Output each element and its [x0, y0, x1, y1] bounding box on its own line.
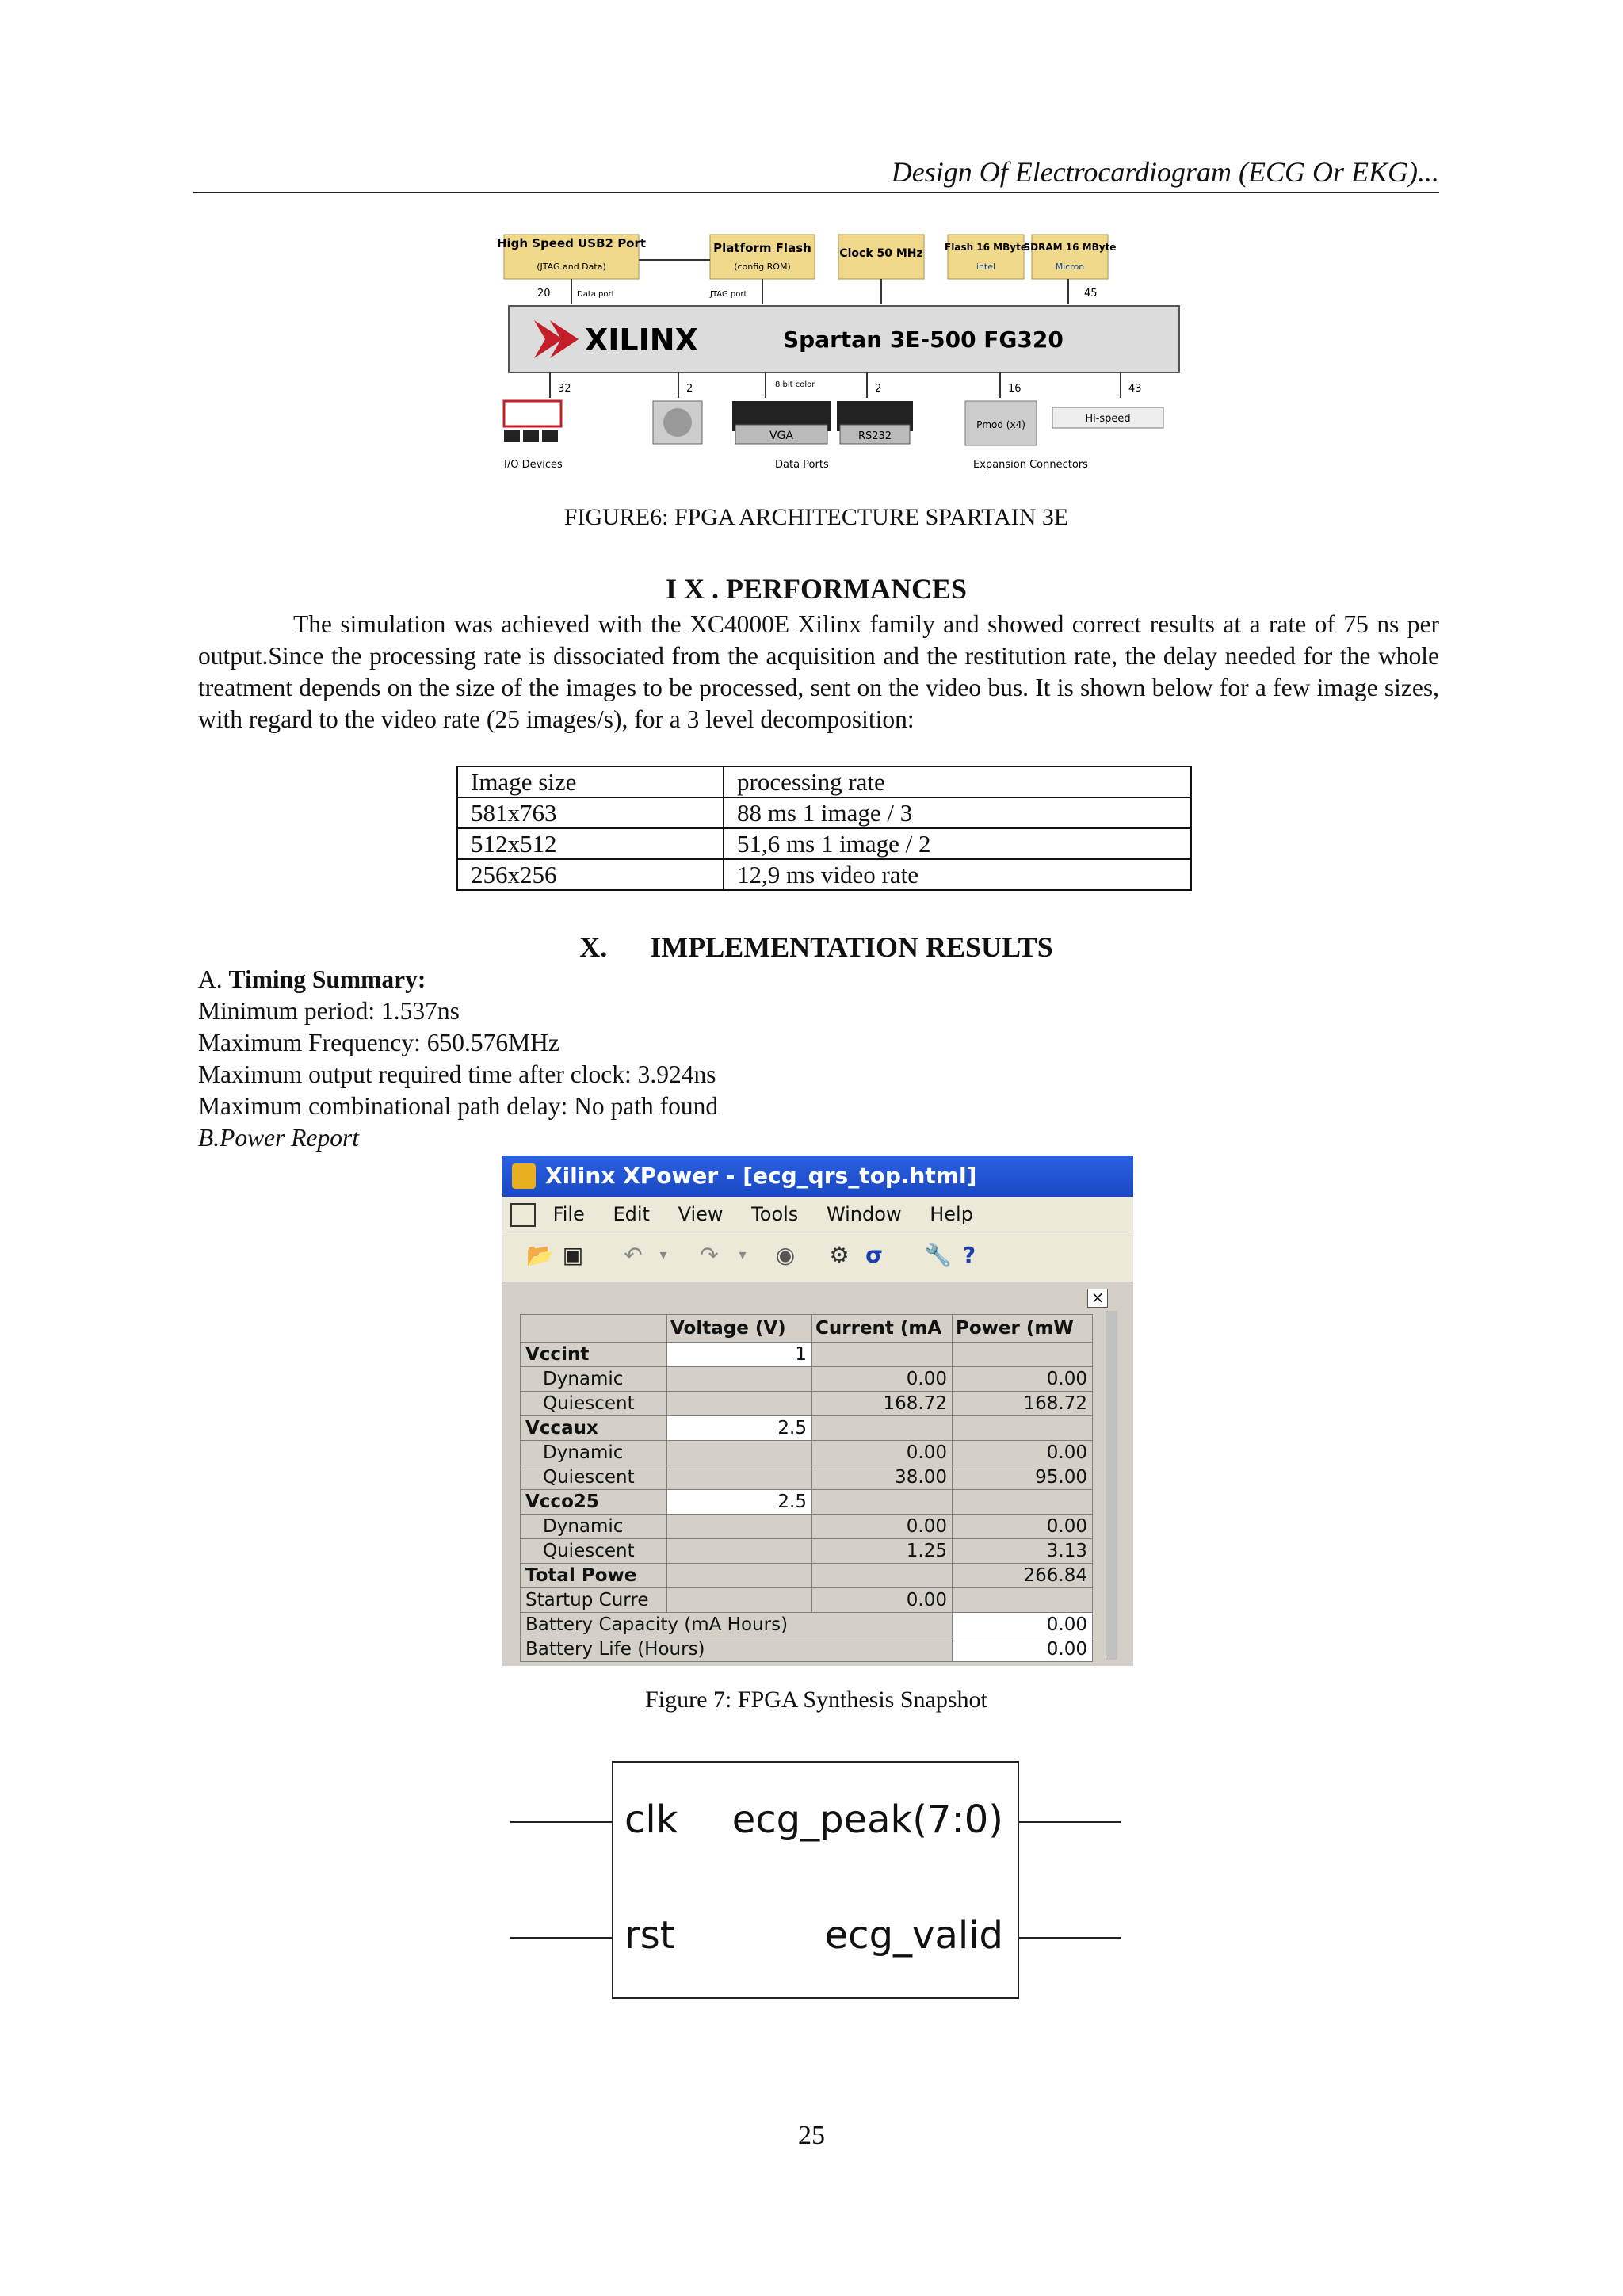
grid-cell[interactable]: 0.00: [812, 1515, 953, 1539]
table-cell: 88 ms 1 image / 3: [724, 797, 1191, 828]
pin-43: 43: [1128, 383, 1142, 395]
ecg-valid-pin-line: [1019, 1937, 1121, 1939]
corner-cell: [521, 1315, 667, 1343]
section-performances-heading: I X . PERFORMANCES: [665, 573, 967, 605]
open-folder-icon[interactable]: 📂: [526, 1242, 554, 1268]
flash-label: Flash 16 MByte: [945, 242, 1027, 253]
xpower-titlebar: [502, 1156, 1133, 1197]
fpga-name: Spartan 3E-500 FG320: [783, 327, 1064, 353]
doc-icon: [510, 1203, 536, 1227]
processing-rate-table: [456, 766, 1192, 891]
chevron-down-icon[interactable]: ▾: [739, 1247, 747, 1263]
ecg-peak-pin-line: [1019, 1821, 1121, 1823]
grid-cell[interactable]: Vccaux: [521, 1416, 667, 1441]
sdram-label: SDRAM 16 MByte: [1023, 242, 1117, 253]
figure7-caption: Figure 7: FPGA Synthesis Snapshot: [645, 1687, 987, 1713]
grid-cell[interactable]: 168.72: [953, 1392, 1093, 1416]
grid-cell[interactable]: 0.00: [953, 1637, 1093, 1662]
performances-paragraph: The simulation was achieved with the XC4000E Xilinx family and showed correct results at a rate of 75 ns per output.Since the processing rate is dissociated from the acquisition and the restitution rate, the delay needed for the whole treatment depends on the size of the images to be processed, sent on the video bus. It is shown below for a few image sizes, with regard to the video rate (25 images/s), for a 3 level decomposition:: [198, 610, 1439, 733]
menu-edit[interactable]: Edit: [613, 1203, 650, 1225]
vertical-scrollbar[interactable]: [1106, 1311, 1117, 1660]
figure-fpga-architecture: [498, 228, 1192, 476]
grid-cell[interactable]: Quiescent: [521, 1392, 667, 1416]
grid-header-row: [521, 1315, 1093, 1343]
menu-window[interactable]: Window: [826, 1203, 902, 1225]
table-row: [457, 828, 1191, 859]
save-icon[interactable]: ▣: [562, 1242, 584, 1268]
grid-cell[interactable]: [667, 1441, 812, 1465]
output-ecg-peak-label: ecg_peak(7:0): [731, 1797, 1003, 1842]
column-header: Current (mA: [812, 1315, 953, 1343]
grid-row: [521, 1392, 1093, 1416]
grid-cell[interactable]: 0.00: [953, 1441, 1093, 1465]
grid-cell[interactable]: [812, 1490, 953, 1515]
color-label: 8 bit color: [775, 380, 815, 389]
grid-row: [521, 1588, 1093, 1613]
grid-row: [521, 1441, 1093, 1465]
pmod-label: Pmod (x4): [976, 419, 1025, 430]
help-icon[interactable]: ?: [962, 1242, 976, 1268]
power-report-heading: B.Power Report: [198, 1124, 359, 1152]
clk-pin-line: [510, 1821, 612, 1823]
grid-cell[interactable]: 2.5: [667, 1490, 812, 1515]
grid-cell[interactable]: [812, 1343, 953, 1367]
figure6-caption: FIGURE6: FPGA ARCHITECTURE SPARTAIN 3E: [563, 504, 1069, 530]
table-row: [457, 859, 1191, 890]
grid-cell[interactable]: 95.00: [953, 1465, 1093, 1490]
grid-cell[interactable]: 1: [667, 1343, 812, 1367]
table-row: [457, 797, 1191, 828]
fpga-architecture-diagram: [498, 228, 1192, 476]
vga-label: VGA: [769, 430, 794, 442]
grid-cell[interactable]: 1.25: [812, 1539, 953, 1564]
grid-row: [521, 1539, 1093, 1564]
table-header-cell: processing rate: [724, 766, 1191, 797]
pin-45: 45: [1084, 288, 1098, 300]
pin-20: 20: [537, 288, 551, 300]
grid-cell[interactable]: [953, 1416, 1093, 1441]
menu-file[interactable]: File: [552, 1203, 585, 1225]
pin-2b: 2: [875, 383, 882, 395]
grid-cell[interactable]: Startup Curre: [521, 1588, 667, 1613]
grid-row: [521, 1515, 1093, 1539]
grid-cell[interactable]: [953, 1490, 1093, 1515]
grid-cell[interactable]: [667, 1465, 812, 1490]
chevron-down-icon[interactable]: ▾: [659, 1247, 667, 1263]
sigma-icon[interactable]: σ: [865, 1242, 883, 1268]
grid-cell[interactable]: [667, 1539, 812, 1564]
grid-cell[interactable]: 0.00: [812, 1441, 953, 1465]
menu-help[interactable]: Help: [930, 1203, 973, 1225]
grid-cell: Battery Capacity (mA Hours): [521, 1613, 953, 1637]
grid-row: [521, 1465, 1093, 1490]
input-rst-label: rst: [624, 1913, 675, 1958]
running-title: Design Of Electrocardiogram (ECG Or EKG)...: [891, 156, 1439, 188]
grid-cell[interactable]: Dynamic: [521, 1367, 667, 1392]
grid-cell: Battery Life (Hours): [521, 1637, 953, 1662]
expansion-label: Expansion Connectors: [973, 459, 1088, 471]
ecg-block-symbol: [612, 1761, 1019, 1999]
usb-sub: (JTAG and Data): [537, 262, 606, 272]
platform-flash-label: Platform Flash: [713, 241, 812, 255]
micron-logo: Micron: [1055, 262, 1085, 272]
redo-icon[interactable]: ↷: [700, 1242, 719, 1268]
timing-line: Maximum combinational path delay: No path found: [198, 1092, 719, 1120]
grid-cell[interactable]: Dynamic: [521, 1441, 667, 1465]
xpower-title: Xilinx XPower - [ecg_qrs_top.html]: [545, 1163, 977, 1189]
grid-row: [521, 1343, 1093, 1367]
grid-cell[interactable]: [667, 1392, 812, 1416]
menu-view[interactable]: View: [678, 1203, 724, 1225]
io-devices-label: I/O Devices: [504, 459, 563, 471]
toolbar: [502, 1232, 1133, 1282]
grid-cell[interactable]: 0.00: [953, 1367, 1093, 1392]
jtag-port-label: JTAG port: [710, 290, 747, 299]
grid-cell[interactable]: Vccint: [521, 1343, 667, 1367]
grid-cell[interactable]: 2.5: [667, 1416, 812, 1441]
intel-logo: intel: [976, 262, 996, 272]
menu-bar: [502, 1197, 1133, 1232]
grid-cell[interactable]: 38.00: [812, 1465, 953, 1490]
timing-line: Maximum output required time after clock: 3.924ns: [198, 1060, 716, 1088]
grid-cell[interactable]: Quiescent: [521, 1465, 667, 1490]
undo-icon[interactable]: ↶: [624, 1242, 643, 1268]
grid-cell[interactable]: [667, 1515, 812, 1539]
xpower-window: [502, 1156, 1133, 1666]
grid-cell[interactable]: 168.72: [812, 1392, 953, 1416]
data-port-label: Data port: [577, 290, 615, 299]
grid-cell[interactable]: [812, 1416, 953, 1441]
grid-cell[interactable]: [953, 1588, 1093, 1613]
grid-cell[interactable]: [667, 1564, 812, 1588]
grid-row: [521, 1490, 1093, 1515]
table-cell: 256x256: [457, 859, 724, 890]
xilinx-logo: XILINX: [585, 323, 698, 357]
xpower-app-icon: [512, 1163, 536, 1189]
table-cell: 581x763: [457, 797, 724, 828]
grid-row: [521, 1416, 1093, 1441]
grid-cell[interactable]: Dynamic: [521, 1515, 667, 1539]
binoculars-icon[interactable]: ◉: [775, 1242, 796, 1268]
running-header: [193, 151, 1439, 193]
grid-cell[interactable]: 0.00: [812, 1588, 953, 1613]
grid-row: [521, 1637, 1093, 1662]
grid-row: [521, 1564, 1093, 1588]
column-header: Voltage (V): [667, 1315, 812, 1343]
timing-line: Minimum period: 1.537ns: [198, 997, 460, 1025]
column-header: Power (mW: [953, 1315, 1093, 1343]
pin-2a: 2: [686, 383, 693, 395]
table-cell: 12,9 ms video rate: [724, 859, 1191, 890]
grid-cell[interactable]: [953, 1343, 1093, 1367]
output-ecg-valid-label: ecg_valid: [824, 1913, 1003, 1958]
grid-cell[interactable]: Quiescent: [521, 1539, 667, 1564]
power-report-grid: [520, 1314, 1093, 1662]
hispeed-label: Hi-speed: [1085, 413, 1131, 425]
grid-cell[interactable]: 0.00: [953, 1613, 1093, 1637]
grid-cell[interactable]: [667, 1367, 812, 1392]
table-cell: 51,6 ms 1 image / 2: [724, 828, 1191, 859]
wrench-icon[interactable]: 🔧: [924, 1242, 952, 1268]
grid-cell[interactable]: Vcco25: [521, 1490, 667, 1515]
data-ports-label: Data Ports: [775, 459, 829, 471]
grid-cell[interactable]: 266.84: [953, 1564, 1093, 1588]
clock-label: Clock 50 MHz: [839, 247, 923, 260]
menu-tools[interactable]: Tools: [751, 1203, 799, 1225]
rst-pin-line: [510, 1937, 612, 1939]
timing-line: Maximum Frequency: 650.576MHz: [198, 1029, 559, 1056]
grid-cell[interactable]: 0.00: [953, 1515, 1093, 1539]
settings-icon[interactable]: ⚙: [829, 1242, 850, 1268]
pin-32: 32: [558, 383, 571, 395]
grid-cell[interactable]: 3.13: [953, 1539, 1093, 1564]
grid-row: [521, 1613, 1093, 1637]
page-number: 25: [798, 2121, 825, 2150]
table-header-cell: Image size: [457, 766, 724, 797]
input-clk-label: clk: [624, 1797, 678, 1842]
grid-row: [521, 1367, 1093, 1392]
timing-summary-heading: A. Timing Summary:: [198, 965, 426, 993]
rs232-label: RS232: [857, 430, 892, 442]
grid-cell[interactable]: [667, 1588, 812, 1613]
grid-cell[interactable]: Total Powe: [521, 1564, 667, 1588]
close-icon[interactable]: ×: [1087, 1289, 1108, 1308]
grid-cell[interactable]: [812, 1564, 953, 1588]
platform-flash-sub: (config ROM): [734, 262, 791, 272]
section-implementation-heading: X. IMPLEMENTATION RESULTS: [579, 931, 1053, 963]
table-cell: 512x512: [457, 828, 724, 859]
usb-label: High Speed USB2 Port: [498, 236, 647, 250]
pin-16: 16: [1008, 383, 1022, 395]
table-row: [457, 766, 1191, 797]
grid-cell[interactable]: 0.00: [812, 1367, 953, 1392]
